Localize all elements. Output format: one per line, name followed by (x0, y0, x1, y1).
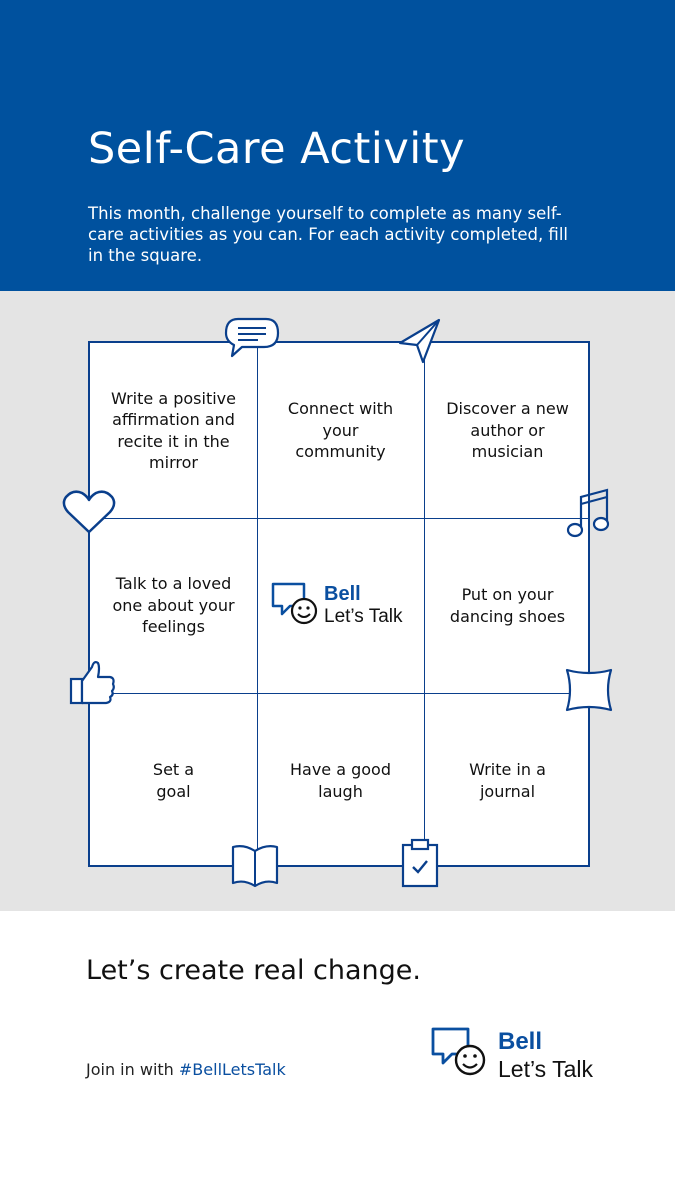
intro-text: This month, challenge yourself to complete as many self-care activities as you can. For each activity completed, fill in the square. (88, 204, 568, 265)
logo-line1: Bell (324, 583, 361, 605)
paper-plane-icon (397, 317, 443, 365)
activity-square[interactable] (257, 343, 424, 518)
thumbs-up-icon (68, 657, 118, 707)
activity-label: Set a goal (152, 760, 195, 801)
heart-icon (61, 488, 117, 536)
activity-label: Discover a new author or musician (446, 399, 569, 461)
activity-label: Write in a journal (469, 760, 546, 801)
slogan: Let’s create real change. (86, 955, 421, 986)
bell-lets-talk-footer-logo (430, 1023, 610, 1093)
open-book-icon (230, 839, 280, 889)
activity-label: Connect with your community (287, 399, 394, 461)
hashtag-link[interactable]: #BellLetsTalk (178, 1060, 286, 1079)
pillow-icon (561, 664, 617, 716)
activity-label: Have a good laugh (289, 760, 391, 801)
activity-label: Put on your dancing shoes (449, 585, 566, 626)
footer (0, 911, 675, 1200)
activity-square[interactable] (424, 693, 591, 868)
music-note-icon (565, 487, 613, 539)
activity-label: Write a positive affirmation and recite it in the mirror (111, 388, 236, 472)
join-line (86, 1060, 286, 1079)
footer-logo-line2: Let’s Talk (498, 1056, 594, 1082)
activity-label: Talk to a loved one about your feelings (112, 574, 235, 637)
bell-lets-talk-logo (270, 580, 420, 640)
header-banner (0, 0, 675, 291)
logo-line2: Let’s Talk (324, 606, 403, 627)
page-title: Self-Care Activity (88, 124, 466, 174)
join-text: Join in with (86, 1060, 179, 1079)
clipboard-check-icon (399, 837, 441, 889)
speech-bubble-icon (224, 317, 280, 359)
footer-logo-line1: Bell (498, 1028, 543, 1055)
activity-grid-section (0, 291, 675, 911)
